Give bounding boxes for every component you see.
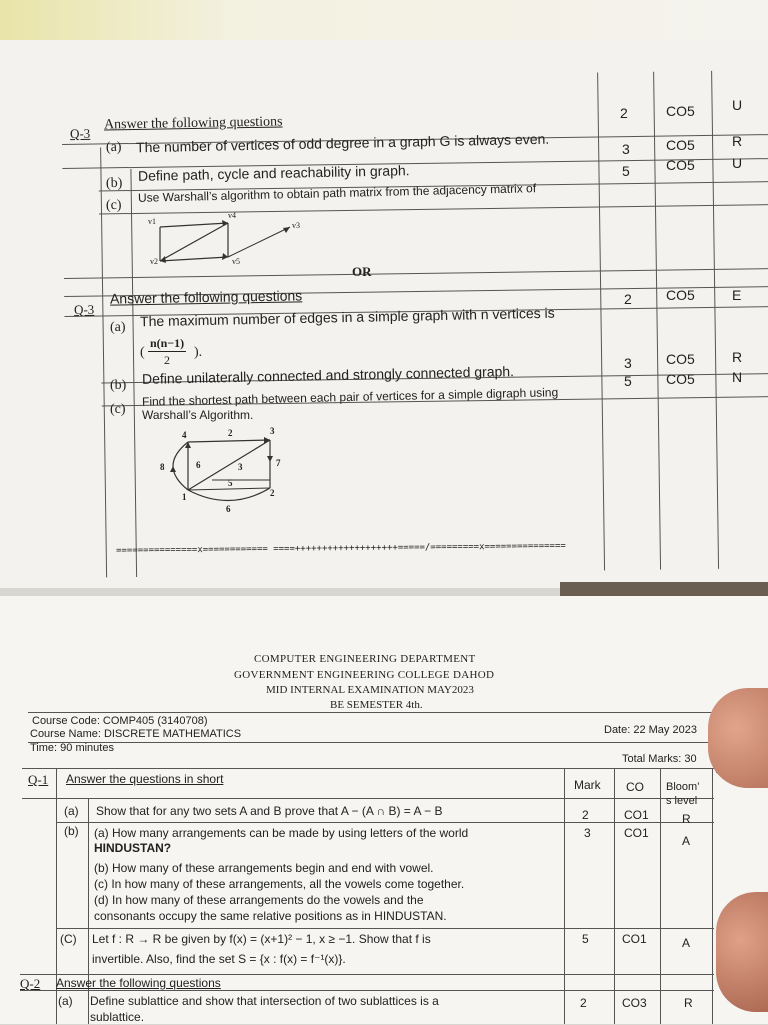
graph1-label-v2: v2 xyxy=(150,257,158,266)
q3-alt-b-bloom: R xyxy=(732,349,743,365)
graph1-label-v1: v1 xyxy=(148,217,156,226)
q3-alt-c-text2: Warshall’s Algorithm. xyxy=(142,408,254,422)
q3-alt-c-bloom: N xyxy=(732,369,743,385)
q2a-text2: sublattice. xyxy=(90,1010,145,1024)
graph-figure-1 xyxy=(140,205,310,270)
q2a-label: (a) xyxy=(58,994,73,1008)
q3c-label: (c) xyxy=(105,197,122,214)
q3-alt-label: Q-3 xyxy=(73,301,95,318)
q3-alt-a-text: The maximum number of edges in a simple graph with n vertices is xyxy=(139,304,555,330)
formula-open: ( xyxy=(140,345,145,360)
q1b-line-2: HINDUSTAN? xyxy=(94,841,172,855)
exam-date: Date: 22 May 2023 xyxy=(604,724,697,736)
graph1-label-v5: v5 xyxy=(232,257,240,266)
graph1-label-v4: v4 xyxy=(228,211,236,220)
graph2-label-1: 1 xyxy=(182,492,187,502)
q3a-co: CO5 xyxy=(666,103,695,119)
course-code: Course Code: COMP405 (3140708) xyxy=(32,715,208,727)
q1b-label: (b) xyxy=(64,824,79,838)
exam-title: MID INTERNAL EXAMINATION MAY2023 xyxy=(266,684,474,696)
q2-heading: Answer the following questions xyxy=(56,976,221,990)
q3-alt-b-co: CO5 xyxy=(666,351,695,367)
graph2-label-3: 3 xyxy=(270,426,275,436)
q1-label: Q-1 xyxy=(28,772,49,787)
q3-alt-a-co: CO5 xyxy=(666,287,695,303)
formula-close: ). xyxy=(194,345,203,360)
q1b-co: CO1 xyxy=(624,826,649,840)
q1a-bloom: R xyxy=(682,812,691,826)
q3-alt-c-co: CO5 xyxy=(666,371,695,387)
q3-alt-b-text: Define unilaterally connected and strongly connected graph. xyxy=(141,363,515,387)
college-title: GOVERNMENT ENGINEERING COLLEGE DAHOD xyxy=(234,669,495,681)
graph2-label-5: 5 xyxy=(228,478,233,488)
q1-heading: Answer the questions in short xyxy=(66,772,224,786)
q2a-mark: 2 xyxy=(580,996,587,1010)
formula-denominator: 2 xyxy=(164,353,170,367)
end-separator: ===============x============ ====+++++++++++++++++++=====/=========x=============== xyxy=(116,541,566,556)
graph1-label-v3: v3 xyxy=(292,221,300,230)
q1c-co: CO1 xyxy=(622,932,647,946)
exam-page-top xyxy=(0,40,768,588)
q3c-mark: 5 xyxy=(622,163,630,179)
graph2-label-7: 7 xyxy=(276,458,281,468)
q3c-text: Use Warshall’s algorithm to obtain path matrix from the adjacency matrix of xyxy=(137,181,537,205)
q3-alt-c-mark: 5 xyxy=(624,373,632,389)
graph2-label-6b: 6 xyxy=(226,504,231,514)
q3a-bloom: U xyxy=(732,97,743,113)
q1b-line-6: consonants occupy the same relative positions as in HINDUSTAN. xyxy=(94,909,447,923)
q1b-mark: 3 xyxy=(584,826,591,840)
col-co-header: CO xyxy=(626,780,644,794)
q1c-line-1: Let f : R → R be given by f(x) = (x+1)² − 1, x ≥ −1. Show that f is xyxy=(92,932,431,946)
q1a-mark: 2 xyxy=(582,808,589,822)
col-bloom-header-2: s level xyxy=(666,795,698,807)
dept-title: COMPUTER ENGINEERING DEPARTMENT xyxy=(254,653,476,665)
q2a-co: CO3 xyxy=(622,996,647,1010)
q3-alt-c-text: Find the shortest path between each pair of vertices for a simple digraph using xyxy=(141,385,559,409)
graph2-label-6: 6 xyxy=(196,460,201,470)
or-label: OR xyxy=(352,264,372,279)
col-bloom-header-1: Bloom’ xyxy=(666,781,700,793)
q3a-label: (a) xyxy=(105,139,122,156)
q3a-text: The number of vertices of odd degree in a graph G is always even. xyxy=(135,130,550,156)
graph2-label-3b: 3 xyxy=(238,462,243,472)
q1b-bloom: A xyxy=(682,834,691,848)
q3c-bloom: U xyxy=(732,155,743,171)
col-mark-header: Mark xyxy=(574,778,601,792)
total-marks: Total Marks: 30 xyxy=(622,753,697,765)
q1c-bloom: A xyxy=(682,936,691,950)
q1c-line-2: invertible. Also, find the set S = {x : f(x) = f⁻¹(x)}. xyxy=(92,952,346,966)
exam-time: Time: 90 minutes xyxy=(30,742,114,754)
q3c-co: CO5 xyxy=(666,157,695,173)
q1b-line-3: (b) How many of these arrangements begin and end with vowel. xyxy=(94,861,434,875)
q1b-line-4: (c) In how many of these arrangements, all the vowels come together. xyxy=(94,877,465,891)
thumb-finger xyxy=(708,688,768,788)
q1a-text: Show that for any two sets A and B prove that A − (A ∩ B) = A − B xyxy=(96,804,443,818)
graph2-label-2b: 2 xyxy=(270,488,275,498)
q2a-text: Define sublattice and show that intersection of two sublattices is a xyxy=(90,994,439,1008)
q3b-co: CO5 xyxy=(666,137,695,153)
q3a-mark: 2 xyxy=(620,105,628,121)
q1c-label: (C) xyxy=(60,932,77,946)
q2-label: Q-2 xyxy=(20,976,41,991)
q3b-text: Define path, cycle and reachability in graph. xyxy=(137,162,410,184)
formula-numerator: n(n−1) xyxy=(150,336,185,350)
graph2-label-8: 8 xyxy=(160,462,165,472)
q1a-label: (a) xyxy=(64,804,79,818)
q3-alt-heading: Answer the following questions xyxy=(109,287,303,307)
q3-heading: Answer the following questions xyxy=(103,114,283,133)
q3-alt-a-bloom: E xyxy=(732,287,742,303)
q3-alt-b-mark: 3 xyxy=(624,355,632,371)
graph2-label-4: 4 xyxy=(182,430,187,440)
q1a-co: CO1 xyxy=(624,808,649,822)
q1c-mark: 5 xyxy=(582,932,589,946)
q3-alt-a-label: (a) xyxy=(110,320,126,335)
exam-page-bottom xyxy=(0,596,768,1024)
q1b-line-5: (d) In how many of these arrangements do the vowels and the xyxy=(94,893,424,907)
q3b-label: (b) xyxy=(105,175,123,192)
q3-alt-b-label: (b) xyxy=(110,378,127,393)
course-name: Course Name: DISCRETE MATHEMATICS xyxy=(30,728,242,740)
q3b-bloom: R xyxy=(732,133,743,149)
semester-title: BE SEMESTER 4th. xyxy=(330,699,423,711)
q1b-line-1: (a) How many arrangements can be made by using letters of the world xyxy=(94,826,469,840)
q3b-mark: 3 xyxy=(622,141,630,157)
q3-alt-c-label: (c) xyxy=(110,402,126,417)
q3-alt-a-mark: 2 xyxy=(624,291,632,307)
q2a-bloom: R xyxy=(684,996,693,1010)
holding-finger xyxy=(716,892,768,1012)
q3-label: Q-3 xyxy=(69,125,91,142)
graph2-label-2: 2 xyxy=(228,428,233,438)
